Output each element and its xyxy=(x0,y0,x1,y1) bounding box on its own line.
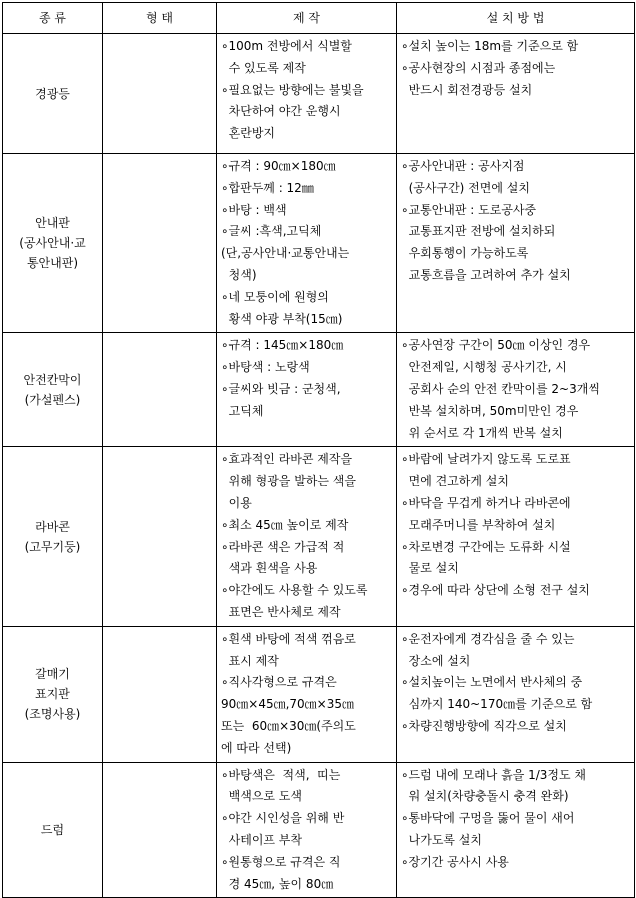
install-line: 교통흐름을 고려하여 추가 설치 xyxy=(401,267,571,282)
make-line: 백색으로 도색 xyxy=(221,789,302,804)
install-line: (공사구간) 전면에 설치 xyxy=(401,180,530,195)
row-make-cell xyxy=(217,762,397,898)
make-line: 90㎝×45㎝,70㎝×35㎝ xyxy=(221,697,355,712)
make-line: ∘글씨와 빗금 : 군청색, xyxy=(221,381,341,396)
table-row xyxy=(3,447,635,626)
row-make-cell xyxy=(217,626,397,762)
make-line: ∘100m 전방에서 식별할 xyxy=(221,39,352,53)
make-line: 차단하여 야간 운행시 xyxy=(221,104,341,119)
row-kind-cell xyxy=(3,447,103,626)
make-line: 혼란방지 xyxy=(221,126,275,141)
header-row xyxy=(3,3,635,34)
make-line: ∘야간에도 사용할 수 있도록 xyxy=(221,583,368,598)
make-line: ∘바탕색 : 노랑색 xyxy=(221,360,310,375)
row-install-cell xyxy=(397,333,635,447)
install-line: ∘드럼 내에 모래나 흙을 1/3정도 채 xyxy=(401,767,587,782)
install-line: ∘설치높이는 노면에서 반사체의 중 xyxy=(401,675,583,690)
make-line: ∘원통형으로 규격은 직 xyxy=(221,854,341,869)
table-row xyxy=(3,154,635,333)
make-line: ∘필요없는 방향에는 불빛을 xyxy=(221,82,364,97)
make-line: 이용 xyxy=(221,495,252,510)
make-line: 표면은 반사체로 제작 xyxy=(221,604,341,619)
table-row xyxy=(3,34,635,154)
make-line: ∘흰색 바탕에 적색 꺾음로 xyxy=(221,631,356,646)
header-make: 제 작 xyxy=(217,3,397,34)
row-kind-cell xyxy=(3,333,103,447)
make-line: 색과 흰색을 사용 xyxy=(221,561,318,576)
install-line: ∘공사연장 구간이 50㎝ 이상인 경우 xyxy=(401,338,591,353)
table-row xyxy=(3,762,635,898)
make-line: 황색 야광 부착(15㎝) xyxy=(221,311,343,326)
row-make-cell xyxy=(217,34,397,154)
row-form-cell xyxy=(103,333,217,447)
row-form-cell xyxy=(103,626,217,762)
make-line: 청색) xyxy=(221,267,257,282)
install-line: ∘교통안내판 : 도로공사중 xyxy=(401,202,537,217)
kind-line: 드럼 xyxy=(40,822,65,837)
kind-line: 경광등 xyxy=(35,86,70,101)
install-line: ∘차량진행방향에 직각으로 설치 xyxy=(401,718,567,733)
make-line: ∘합판두께 : 12㎜ xyxy=(221,180,314,195)
row-form-cell xyxy=(103,34,217,154)
make-line: ∘네 모퉁이에 원형의 xyxy=(221,289,329,304)
row-make-cell xyxy=(217,333,397,447)
make-line: ∘야간 시인성을 위해 반 xyxy=(221,811,345,826)
make-line: (단,공사안내·교통안내는 xyxy=(221,246,350,261)
make-line: ∘규격 : 90㎝×180㎝ xyxy=(221,159,336,173)
header-form: 형 태 xyxy=(103,3,217,34)
kind-line: 표지판 xyxy=(35,687,70,702)
header-kind: 종 류 xyxy=(3,3,103,34)
kind-line: 안전칸막이 xyxy=(23,372,82,387)
install-line: 반드시 회전경광등 설치 xyxy=(401,82,533,97)
make-line: ∘바탕 : 백색 xyxy=(221,202,287,217)
install-line: ∘바람에 날려가지 않도록 도로표 xyxy=(401,452,571,467)
header-install: 설 치 방 법 xyxy=(397,3,635,34)
table-row xyxy=(3,626,635,762)
row-kind-cell xyxy=(3,34,103,154)
install-line: 공회사 순의 안전 칸막이를 2~3개씩 xyxy=(401,381,600,396)
row-form-cell xyxy=(103,154,217,333)
make-line: 고딕체 xyxy=(221,403,264,418)
kind-line: (가설펜스) xyxy=(24,392,81,407)
make-line: ∘효과적인 라바콘 제작을 xyxy=(221,452,353,467)
install-line: 안전제일, 시행청 공사기간, 시 xyxy=(401,360,567,375)
make-line: 경 45㎝, 높이 80㎝ xyxy=(221,876,334,891)
kind-line: 갈매기 xyxy=(35,667,70,682)
install-line: 위 순서로 각 1개씩 반복 설치 xyxy=(401,425,563,440)
make-line: ∘바탕색은 적색, 띠는 xyxy=(221,767,341,782)
install-line: 나가도록 설치 xyxy=(401,832,482,847)
make-line: ∘최소 45㎝ 높이로 제작 xyxy=(221,517,349,532)
make-line: ∘글씨 :흑색,고딕체 xyxy=(221,224,322,239)
make-line: 위해 형광을 발하는 색을 xyxy=(221,474,356,489)
row-install-cell xyxy=(397,34,635,154)
install-line: ∘공사안내판 : 공사지점 xyxy=(401,159,525,173)
make-line: 사테이프 부착 xyxy=(221,832,302,847)
install-line: ∘바닥을 무겁게 하거나 라바콘에 xyxy=(401,495,571,510)
install-line: 반복 설치하며, 50m미만인 경우 xyxy=(401,403,579,418)
install-line: 장소에 설치 xyxy=(401,653,471,668)
kind-line: 통안내판) xyxy=(26,256,79,271)
kind-line: (고무기둥) xyxy=(24,539,81,554)
install-line: ∘공사현장의 시점과 종점에는 xyxy=(401,60,556,75)
install-line: 모래주머니를 부착하여 설치 xyxy=(401,517,556,532)
install-line: 면에 견고하게 설치 xyxy=(401,474,509,489)
install-line: ∘장기간 공사시 사용 xyxy=(401,854,509,869)
install-line: 물로 설치 xyxy=(401,561,459,576)
table-row xyxy=(3,333,635,447)
row-form-cell xyxy=(103,447,217,626)
install-line: ∘차로변경 구간에는 도류화 시설 xyxy=(401,539,571,554)
kind-line: 라바콘 xyxy=(35,519,70,534)
row-kind-cell xyxy=(3,762,103,898)
row-make-cell xyxy=(217,154,397,333)
kind-line: 안내판 xyxy=(35,216,70,231)
install-line: 심까지 140~170㎝를 기준으로 함 xyxy=(401,697,593,712)
make-line: 표시 제작 xyxy=(221,653,279,668)
install-line: 워 설치(차량충돌시 충격 완화) xyxy=(401,789,569,804)
traffic-safety-facility-table xyxy=(2,2,635,898)
install-line: ∘경우에 따라 상단에 소형 전구 설치 xyxy=(401,583,590,598)
kind-line: (공사안내·교 xyxy=(19,236,86,251)
make-line: 또는 60㎝×30㎝(주의도 xyxy=(221,718,356,733)
kind-line: (조명사용) xyxy=(24,707,81,722)
install-line: 교통표지판 전방에 설치하되 xyxy=(401,224,556,239)
install-line: ∘설치 높이는 18m를 기준으로 함 xyxy=(401,39,579,53)
make-line: 수 있도록 제작 xyxy=(221,60,306,75)
make-line: ∘직사각형으로 규격은 xyxy=(221,675,337,690)
row-kind-cell xyxy=(3,626,103,762)
make-line: ∘라바콘 색은 가급적 적 xyxy=(221,539,345,554)
row-make-cell xyxy=(217,447,397,626)
install-line: ∘운전자에게 경각심을 줄 수 있는 xyxy=(401,631,575,646)
install-line: ∘통바닥에 구멍을 뚫어 물이 새어 xyxy=(401,811,575,826)
row-install-cell xyxy=(397,447,635,626)
row-install-cell xyxy=(397,154,635,333)
row-kind-cell xyxy=(3,154,103,333)
make-line: ∘규격 : 145㎝×180㎝ xyxy=(221,338,344,353)
row-install-cell xyxy=(397,762,635,898)
install-line: 우회통행이 가능하도록 xyxy=(401,246,529,261)
make-line: 에 따라 선택) xyxy=(221,740,292,755)
row-install-cell xyxy=(397,626,635,762)
row-form-cell xyxy=(103,762,217,898)
